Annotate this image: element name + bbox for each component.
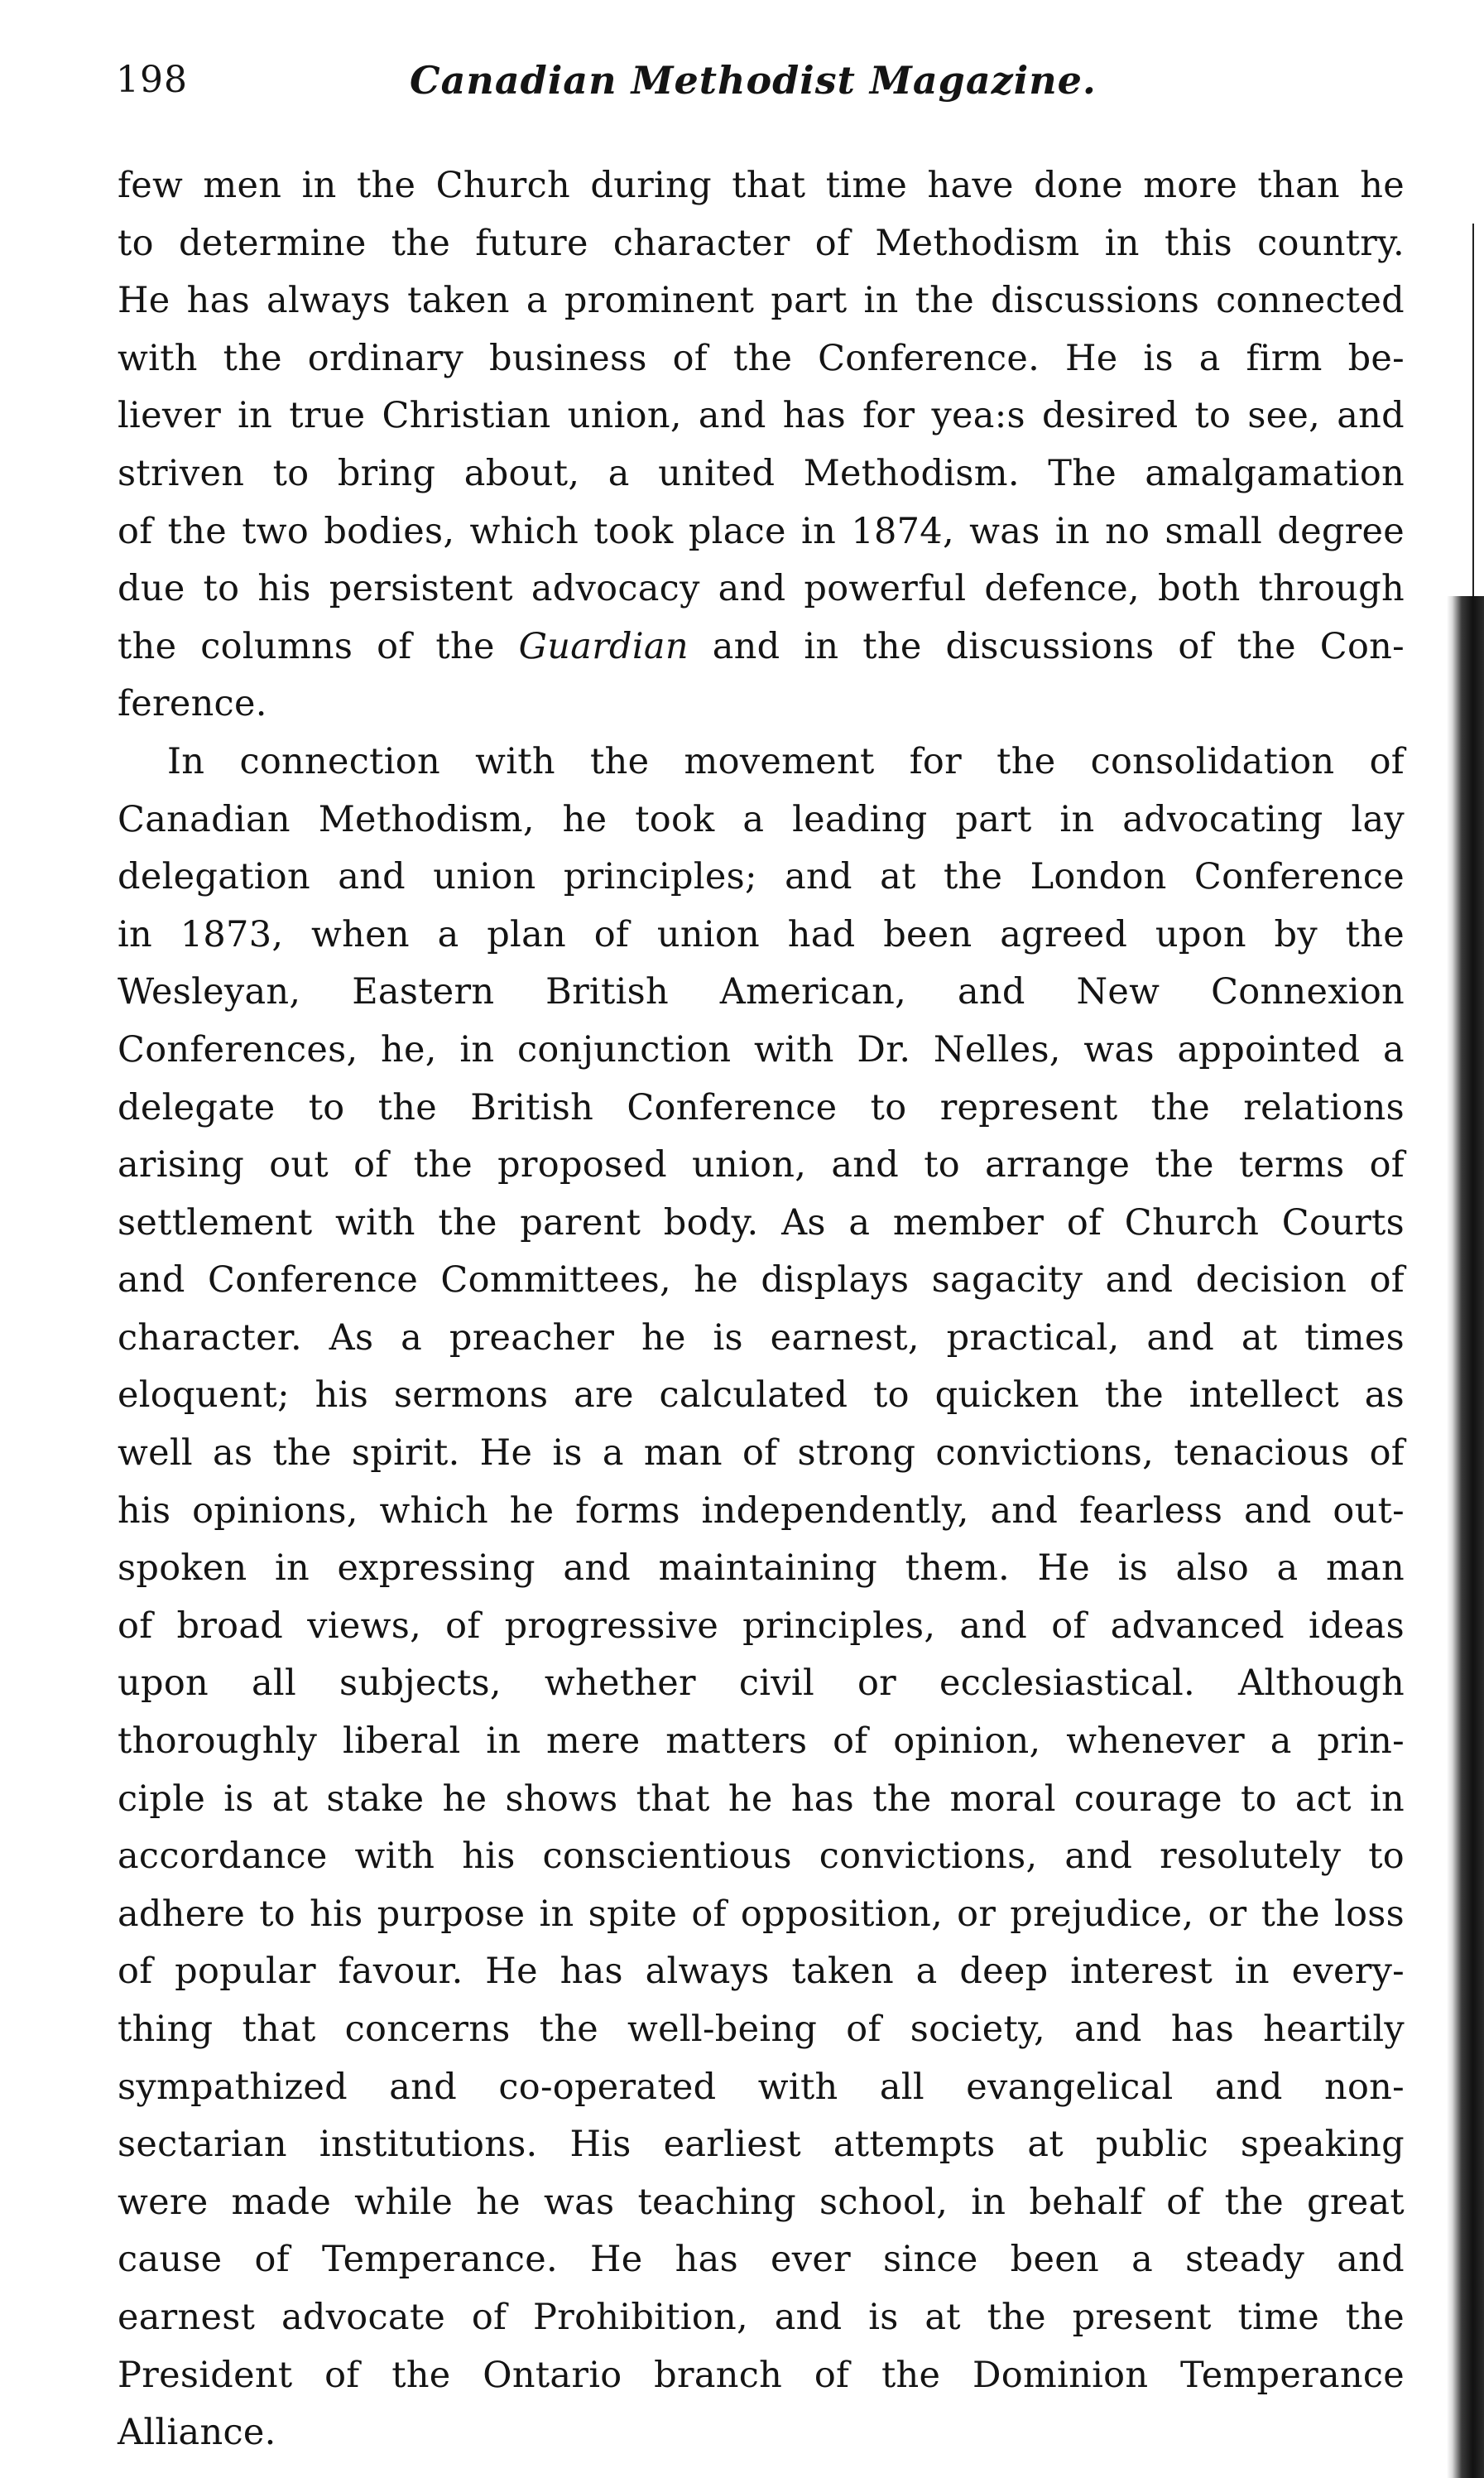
- body-text: [118, 157, 1405, 2462]
- text-line: Alliance.: [118, 2412, 276, 2454]
- text-line: striven to bring about, a united Methodism. The amalgamation: [118, 452, 1405, 494]
- text-line: well as the spirit. He is a man of strong convictions, tenacious of: [118, 1432, 1405, 1475]
- text-line: thing that concerns the well-being of society, and has heartily: [118, 2009, 1405, 2050]
- text-line: arising out of the proposed union, and to arrange the terms of: [118, 1144, 1405, 1186]
- text-line: of popular favour. He has always taken a deep interest in every-: [118, 1951, 1405, 1993]
- journal-title: Canadian Methodist Magazine.: [410, 58, 1097, 103]
- text-line: of broad views, of progressive principles, and of advanced ideas: [118, 1605, 1405, 1647]
- text-line: were made while he was teaching school, in behalf of the great: [118, 2181, 1405, 2223]
- text-line: earnest advocate of Prohibition, and is at the present time the: [118, 2296, 1405, 2338]
- text-line: accordance with his conscientious convictions, and resolutely to: [118, 1836, 1405, 1878]
- text-line: spoken in expressing and maintaining them. He is also a man: [118, 1547, 1405, 1590]
- text-line: delegation and union principles; and at the London Conference: [118, 856, 1405, 898]
- book-spine-shadow: [1447, 596, 1484, 2478]
- text-line: He has always taken a prominent part in the discussions connected: [118, 280, 1405, 322]
- text-line: sectarian institutions. His earliest attempts at public speaking: [118, 2124, 1405, 2166]
- scan-edge-line: [1472, 224, 1474, 604]
- text-line: adhere to his purpose in spite of opposition, or prejudice, or the loss: [118, 1893, 1405, 1935]
- text-line: thoroughly liberal in mere matters of opinion, whenever a prin-: [118, 1720, 1405, 1763]
- text-line: sympathized and co-operated with all evangelical and non-: [118, 2066, 1405, 2108]
- text-line: In connection with the movement for the consolidation of: [167, 740, 1405, 782]
- text-line: ference.: [118, 683, 267, 725]
- text-line: in 1873, when a plan of union had been agreed upon by the: [118, 913, 1405, 955]
- text-line: President of the Ontario branch of the Dominion Temperance: [118, 2354, 1405, 2396]
- text-line: ciple is at stake he shows that he has the moral courage to act in: [118, 1778, 1405, 1820]
- text-line: to determine the future character of Methodism in this country.: [118, 222, 1405, 264]
- text-line: cause of Temperance. He has ever since been a steady and: [118, 2239, 1405, 2281]
- text-line: due to his persistent advocacy and powerful defence, both through: [118, 568, 1405, 610]
- text-line: Wesleyan, Eastern British American, and New Connexion: [118, 971, 1405, 1013]
- text-line: and Conference Committees, he displays sagacity and decision of: [118, 1259, 1405, 1302]
- text-line: his opinions, which he forms independently, and fearless and out-: [118, 1489, 1405, 1532]
- text-line: Canadian Methodism, he took a leading part in advocating lay: [118, 798, 1405, 840]
- text-line: few men in the Church during that time have done more than he: [118, 165, 1405, 206]
- text-line: settlement with the parent body. As a member of Church Courts: [118, 1201, 1405, 1244]
- text-line: liever in true Christian union, and has for yea:s desired to see, and: [118, 395, 1405, 437]
- text-line: of the two bodies, which took place in 1874, was in no small degree: [118, 510, 1405, 552]
- text-line: character. As a preacher he is earnest, practical, and at times: [118, 1316, 1405, 1359]
- text-line: upon all subjects, whether civil or ecclesiastical. Although: [118, 1662, 1405, 1705]
- text-line: eloquent; his sermons are calculated to quicken the intellect as: [118, 1374, 1405, 1417]
- page-number: 198: [116, 59, 188, 101]
- italic-periodical-title: Guardian: [518, 625, 689, 667]
- text-line: delegate to the British Conference to represent the relations: [118, 1086, 1405, 1128]
- text-line: Conferences, he, in conjunction with Dr. Nelles, was appointed a: [118, 1028, 1405, 1071]
- running-head: [116, 51, 1407, 109]
- text-line: the columns of the Guardian and in the discussions of the Con-: [118, 625, 1405, 667]
- text-line: with the ordinary business of the Conference. He is a firm be-: [118, 337, 1405, 379]
